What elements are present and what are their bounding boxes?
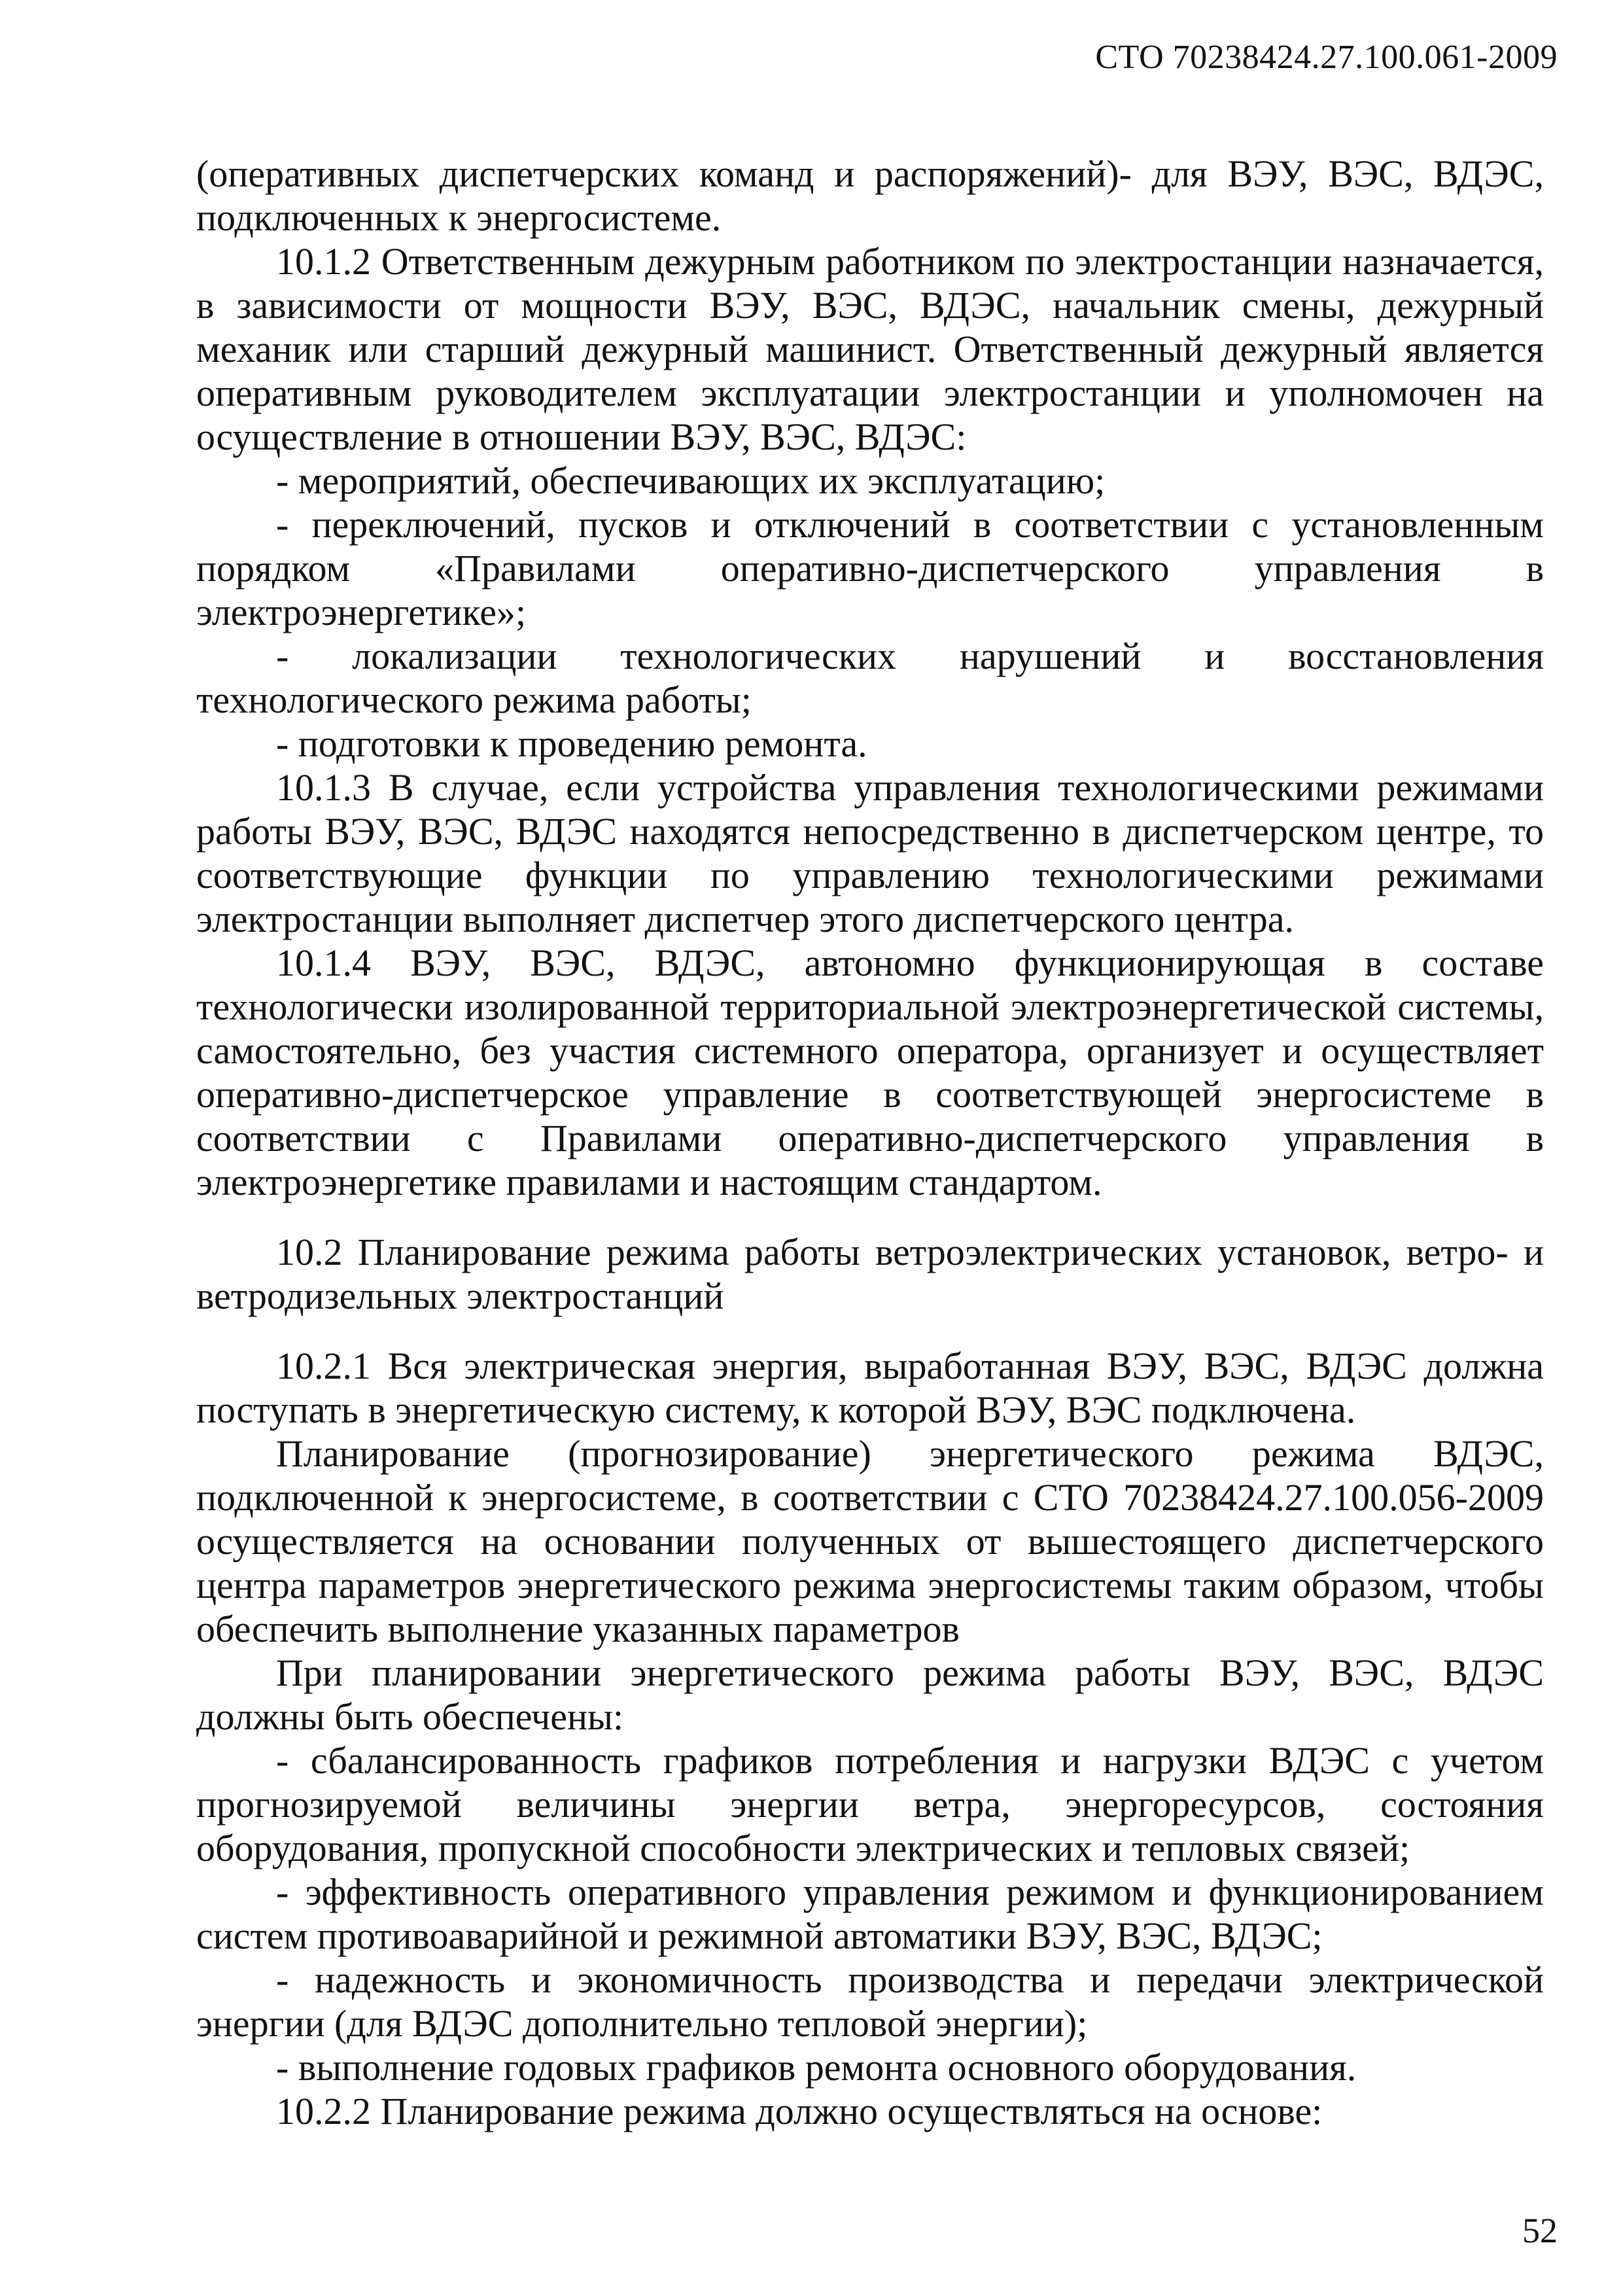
paragraph-10-1-3: 10.1.3 В случае, если устройства управления технологическими режимами работы ВЭУ, ВЭС, ВДЭС находятся непосредственно в диспетчерском центре, то соответствующие функции по управлению технологическими режимами электростанции выполняет диспетчер этого диспетчерского центра.: [196, 766, 1544, 940]
list-item: - эффективность оперативного управления режимом и функционированием систем противоаварийной и режимной автоматики ВЭУ, ВЭС, ВДЭС;: [196, 1871, 1544, 1957]
paragraph-10-1-4: 10.1.4 ВЭУ, ВЭС, ВДЭС, автономно функционирующая в составе технологически изолированной территориальной электроэнергетической системы, самостоятельно, без участия системного оператора, организует и осуществляет оперативно-диспетчерское управление в соответствующей энергосистеме в соответствии с Правилами оперативно-диспетчерского управления в электроэнергетике правилами и настоящим стандартом.: [196, 942, 1544, 1203]
list-item: - локализации технологических нарушений и восстановления технологического режима работы;: [196, 635, 1544, 721]
section-heading-10-2: 10.2 Планирование режима работы ветроэлектрических установок, ветро- и ветродизельных электростанций: [196, 1231, 1544, 1317]
list-item: - сбалансированность графиков потребления и нагрузки ВДЭС с учетом прогнозируемой величины энергии ветра, энергоресурсов, состояния оборудования, пропускной способности электрических и тепловых связей;: [196, 1739, 1544, 1869]
list-item: - мероприятий, обеспечивающих их эксплуатацию;: [276, 459, 1106, 502]
paragraph-planning: Планирование (прогнозирование) энергетического режима ВДЭС, подключенной к энергосистеме, в соответствии с СТО 70238424.27.100.056-2009 осуществляется на основании полученных от вышестоящего диспетчерского центра параметров энергетического режима энергосистемы таким образом, чтобы обеспечить выполнение указанных параметров: [196, 1432, 1544, 1650]
paragraph-continuation: (оперативных диспетчерских команд и распоряжений)- для ВЭУ, ВЭС, ВДЭС, подключенных к энергосистеме.: [196, 152, 1544, 239]
page-number: 52: [1522, 2211, 1558, 2250]
list-item: - выполнение годовых графиков ремонта основного оборудования.: [276, 2046, 1357, 2089]
paragraph-requirements: При планировании энергетического режима работы ВЭУ, ВЭС, ВДЭС должны быть обеспечены:: [196, 1651, 1544, 1738]
list-item: - переключений, пусков и отключений в соответствии с установленным порядком «Правилами оперативно-диспетчерского управления в электроэнергетике»;: [196, 503, 1544, 633]
list-item: - надежность и экономичность производства и передачи электрической энергии (для ВДЭС дополнительно тепловой энергии);: [196, 1958, 1544, 2045]
document-code-header: СТО 70238424.27.100.061-2009: [1095, 39, 1558, 76]
paragraph-10-2-2: 10.2.2 Планирование режима должно осуществляться на основе:: [276, 2090, 1323, 2132]
paragraph-10-2-1: 10.2.1 Вся электрическая энергия, выработанная ВЭУ, ВЭС, ВДЭС должна поступать в энергетическую систему, к которой ВЭУ, ВЭС подключена.: [196, 1345, 1544, 1431]
list-item: - подготовки к проведению ремонта.: [276, 722, 867, 765]
document-body: [196, 152, 1544, 2133]
paragraph-10-1-2: 10.1.2 Ответственным дежурным работником по электростанции назначается, в зависимости от мощности ВЭУ, ВЭС, ВДЭС, начальник смены, дежурный механик или старший дежурный машинист. Ответственный дежурный является оперативным руководителем эксплуатации электростанции и уполномочен на осуществление в отношении ВЭУ, ВЭС, ВДЭС:: [196, 240, 1544, 458]
